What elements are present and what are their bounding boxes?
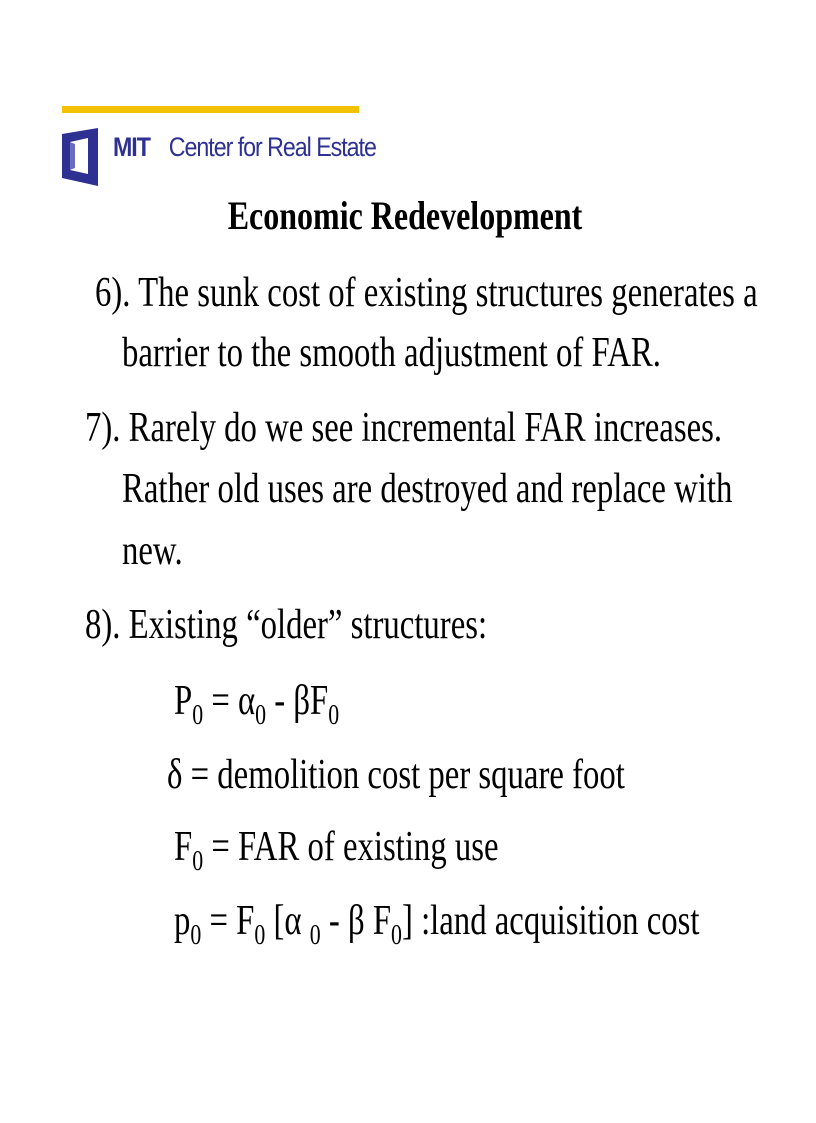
eq1-p: P <box>174 678 193 724</box>
point-8-line-1: 8). Existing “older” structures: <box>85 602 488 648</box>
mit-logo-icon <box>62 128 98 186</box>
point-7-line-2: Rather old uses are destroyed and replace with <box>122 466 733 512</box>
eq1-alpha: = α <box>203 678 256 724</box>
eq1-beta-f: - βF <box>266 678 329 724</box>
eq3-sub-1: 0 <box>192 846 204 877</box>
point-7-line-1: 7). Rarely do we see incremental FAR increases. <box>85 405 723 451</box>
header-accent-bar <box>62 106 359 113</box>
eq1-sub-3: 0 <box>328 700 340 731</box>
eq4-tail: ] :land acquisition cost <box>401 898 700 944</box>
point-6-line-1: 6). The sunk cost of existing structures generates a <box>95 270 758 316</box>
equation-demolition: δ = demolition cost per square foot <box>167 752 625 798</box>
eq4-sub-2: 0 <box>254 920 266 951</box>
point-6-line-2: barrier to the smooth adjustment of FAR. <box>122 330 661 376</box>
equation-land-cost <box>174 898 700 951</box>
eq3-rest: = FAR of existing use <box>203 824 499 870</box>
brand-mit: MIT <box>113 132 150 162</box>
eq4-bracket: [α <box>265 898 310 944</box>
eq4-f: = F <box>201 898 255 944</box>
equation-price <box>174 678 340 731</box>
equation-far <box>174 824 499 877</box>
eq1-sub-1: 0 <box>192 700 204 731</box>
eq4-sub-1: 0 <box>190 920 202 951</box>
eq3-f: F <box>174 824 193 870</box>
eq1-sub-2: 0 <box>255 700 267 731</box>
eq4-beta-f: - β F <box>320 898 392 944</box>
eq4-sub-3: 0 <box>309 920 321 951</box>
eq4-p: p <box>174 898 191 944</box>
slide-title: Economic Redevelopment <box>227 193 583 238</box>
brand-name <box>113 132 376 163</box>
eq4-sub-4: 0 <box>391 920 402 951</box>
brand-center: Center for Real Estate <box>168 132 376 162</box>
point-7-line-3: new. <box>122 528 183 574</box>
